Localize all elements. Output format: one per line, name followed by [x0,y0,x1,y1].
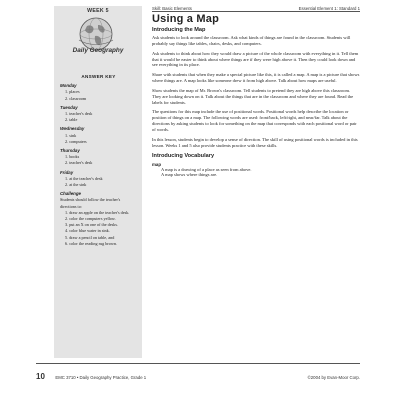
answer-item: 2. classroom [65,95,87,101]
vocab-heading: Introducing Vocabulary [152,152,215,159]
week-label: WEEK 5 [87,8,109,14]
page-title: Using a Map [152,13,219,25]
challenge-intro: Students should follow the teacher's directions to: [60,197,121,209]
challenge-step: 4. color blue water in sink. [65,228,110,234]
answer-item: 1. places [65,89,80,95]
lesson-paragraph: Share with students that when they make a special picture like this, it is called a map. A map is a picture that shows where things are. A map looks like someone drew it from high above. Talk about how maps are useful. [152,72,360,84]
vocab-word: map [152,161,162,167]
lesson-paragraph: Ask students to think about how they would draw a picture of the whole classroom with everything in it. Tell them that it would be easier to think about where things are if they were high above it. Then they could look down and see everything in its place. [152,50,359,68]
publisher-info: EMC 3710 • Daily Geography Practice, Grade 1 [55,375,147,380]
answer-item: 1. sink [65,132,77,138]
vocab-definition: A map is a drawing of a place as seen from above. [161,166,252,172]
challenge-step: 3. put an X on one of the desks. [65,222,119,228]
day-label: Tuesday [60,104,78,110]
page-number: 10 [36,372,45,381]
lesson-paragraph: In this lesson, students begin to develop a sense of direction. The skill of using positional words is included in this lesson. Weeks 1 and 5 also provide students practice with these skills. [152,136,358,148]
answer-item: 1. at the teacher's desk [65,175,103,181]
answer-item: 2. computers [65,138,87,144]
page-footer [36,366,360,384]
intro-heading: Introducing the Map [152,27,206,33]
challenge-step: 5. draw a pencil on table, and [65,234,115,240]
answer-key [54,72,142,247]
day-label: Monday [60,83,77,89]
answer-item: 1. teacher's desk [65,111,93,117]
challenge-step: 1. draw an apple on the teacher's desk. [65,209,130,215]
answer-item: 2. at the sink [65,182,87,188]
day-label: Thursday [60,148,80,154]
header-divider [152,11,360,12]
lesson-paragraph: The questions for this map include the use of positional words. Positional words help describe the location or position of things on a map. The following words are used: front/back, left/right, and near/far. Talk about the directions by asking students to look for something on the map that corresponds with each positional word or pair of words. [152,109,357,132]
day-block-tuesday [60,105,137,124]
day-block-thursday [60,148,137,167]
lesson-paragraph: Show students the map of Mr. Brown's classroom. Tell students to pretend they are high above this classroom. They are looking down on it. Talk about the things that are in the classroom and where they are found. Read the labels for students. [152,87,354,105]
challenge-step: 2. color the computers yellow. [65,216,116,222]
answer-item: 1. books [65,154,80,160]
skill-label: Skill: Basic Elements [152,6,192,11]
challenge-label: Challenge [60,191,81,197]
day-label: Wednesday [60,126,85,132]
day-block-friday [60,170,137,189]
day-label: Friday [60,169,74,175]
standard-label: Essential Element 1: Standard 1 [298,6,360,11]
answer-item: 2. table [65,117,78,123]
lesson-content [152,13,360,178]
logo-title: Daily Geography [72,47,124,54]
lesson-paragraph: Ask students to look around the classroom. Ask what kinds of things are found in the classroom. Students will probably say things like tables, chairs, desks, and computers. [152,35,351,46]
answer-key-sidebar [54,6,142,358]
footer-divider [36,363,360,364]
answer-key-title: ANSWER KEY [81,74,116,79]
challenge-block [60,191,137,247]
vocab-definition: A map shows where things are. [161,172,218,178]
day-block-monday [60,83,137,102]
copyright: ©2004 by Evan-Moor Corp. [307,375,360,380]
daily-geography-logo [54,6,142,72]
challenge-step: 6. color the reading rug brown. [65,240,117,246]
day-block-wednesday [60,126,137,145]
answer-item: 2. teacher's desk [65,160,93,166]
